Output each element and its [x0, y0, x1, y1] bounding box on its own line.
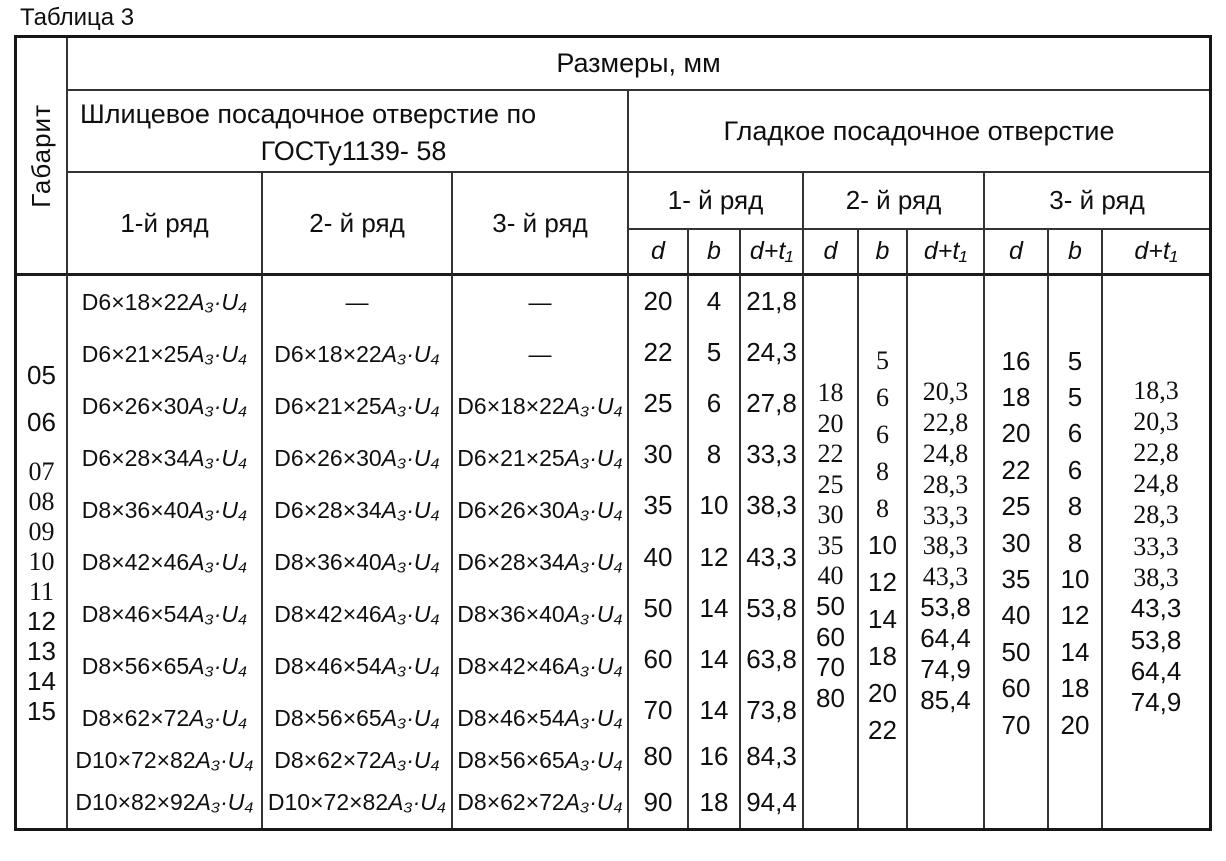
column-smooth2-d-values	[804, 273, 859, 828]
column-smooth1-dt1-values	[741, 273, 804, 828]
subheader-dt1-group3: d+t₁	[1134, 237, 1178, 265]
cell-value: 20	[643, 286, 673, 317]
cell-value: 20	[868, 678, 897, 708]
cell-value: 35	[817, 530, 844, 560]
cell-value: D6×28×34 A₃·U₄	[81, 444, 248, 471]
cell-value: 21,8	[746, 286, 797, 317]
cell-value: 94,4	[746, 786, 797, 817]
header-cell-smooth-group2: 2- й ряд	[804, 173, 985, 230]
cell-value: 18	[1001, 382, 1031, 413]
subheader-d-group1: d	[629, 230, 689, 273]
cell-value: 06	[27, 407, 56, 437]
cell-value: 14	[27, 666, 56, 696]
cell-value: D8×46×54 A₃·U₄	[81, 600, 248, 627]
cell-value: 09	[28, 516, 55, 546]
cell-value: 28,3	[922, 469, 969, 499]
cell-value: D6×18×22 A₃·U₄	[81, 288, 248, 315]
cell-value: 10	[868, 530, 897, 560]
cell-value: D6×28×34 A₃·U₄	[274, 496, 440, 523]
cell-value: 8	[1067, 491, 1083, 522]
cell-value: 12	[868, 567, 897, 597]
cell-value: 14	[699, 592, 729, 623]
cell-value: 15	[27, 696, 56, 726]
cell-value: 60	[1001, 673, 1031, 704]
cell-value: 85,4	[920, 684, 971, 715]
cell-value: 10	[28, 546, 55, 576]
cell-value: D8×36×40 A₃·U₄	[274, 548, 440, 575]
subheader-b-group1: b	[689, 230, 741, 273]
cell-value: 80	[816, 682, 845, 713]
cell-value: D8×62×72 A₃·U₄	[274, 746, 440, 773]
cell-value: 20	[817, 408, 844, 438]
cell-value: 8	[876, 456, 889, 486]
column-spline-row3-values	[453, 273, 629, 828]
cell-value: 14	[699, 643, 729, 674]
cell-value: 38,3	[746, 490, 797, 521]
cell-value: 74,9	[920, 654, 971, 685]
cell-value: 11	[28, 576, 55, 606]
cell-value: 84,3	[746, 740, 797, 771]
column-smooth1-d-values	[629, 273, 689, 828]
cell-value: 28,3	[1133, 500, 1179, 530]
gabarit-label: Габарит	[26, 103, 56, 208]
cell-value: 35	[643, 490, 673, 521]
subheader-d-group2: d	[804, 230, 859, 273]
cell-value: 33,3	[1133, 531, 1179, 561]
cell-value: 43,3	[922, 562, 969, 592]
cell-value: D6×26×30 A₃·U₄	[274, 444, 440, 471]
cell-value: 18	[817, 378, 844, 408]
cell-value: D6×28×34 A₃·U₄	[457, 548, 623, 575]
cell-value: 70	[816, 652, 845, 683]
cell-value: 70	[1001, 709, 1031, 740]
cell-value: 27,8	[746, 388, 797, 419]
cell-value: 8	[1067, 527, 1083, 558]
subheader-dt1-group1: d+t₁	[741, 230, 804, 273]
cell-value: 5	[706, 337, 722, 368]
cell-value: 73,8	[746, 694, 797, 725]
cell-value: 35	[1001, 564, 1031, 595]
cell-value: 50	[643, 592, 673, 623]
cell-value: 18	[699, 786, 729, 817]
cell-value: 22	[817, 439, 844, 469]
cell-value: D8×42×46 A₃·U₄	[81, 548, 248, 575]
column-smooth3-d-values	[985, 273, 1049, 828]
cell-value: 40	[817, 561, 844, 591]
cell-value: D6×18×22 A₃·U₄	[274, 340, 440, 367]
cell-value: 24,8	[922, 438, 969, 468]
cell-value: 18	[1060, 673, 1090, 704]
cell-value: 12	[1060, 600, 1090, 631]
cell-value: 12	[699, 541, 729, 572]
cell-value: D10×72×82 A₃·U₄	[267, 788, 447, 815]
cell-value: D8×36×40 A₃·U₄	[81, 496, 248, 523]
cell-value: 50	[816, 591, 845, 622]
cell-value: 63,8	[746, 643, 797, 674]
column-smooth2-b-values	[859, 273, 908, 828]
cell-value: 60	[643, 643, 673, 674]
column-spline-row1-values	[68, 273, 263, 828]
cell-value: —	[528, 340, 552, 367]
cell-value: 25	[817, 469, 844, 499]
cell-value: 64,4	[1130, 655, 1182, 686]
cell-value: D10×82×92 A₃·U₄	[75, 788, 254, 815]
column-smooth2-dt1-values	[908, 273, 985, 828]
cell-value: 22	[1001, 454, 1031, 485]
cell-value: 80	[643, 740, 673, 771]
cell-value: 22,8	[922, 408, 969, 438]
cell-value: 30	[1001, 527, 1031, 558]
cell-value: D6×21×25 A₃·U₄	[81, 340, 248, 367]
subheader-b-group2: b	[859, 230, 908, 273]
cell-value: 22	[643, 337, 673, 368]
cell-value: D6×21×25 A₃·U₄	[457, 444, 623, 471]
cell-value: 13	[27, 636, 56, 666]
cell-value: D8×46×54 A₃·U₄	[457, 704, 623, 731]
cell-value: 22,8	[1133, 437, 1179, 467]
spline-section-line1: Шлицевое посадочное отверстие по	[80, 99, 537, 129]
column-smooth3-dt1-values	[1103, 273, 1209, 828]
cell-value: 16	[1001, 345, 1031, 376]
column-smooth3-b-values	[1049, 273, 1103, 828]
cell-value: 50	[1001, 636, 1031, 667]
cell-value: 20	[1001, 418, 1031, 449]
cell-value: 4	[706, 286, 722, 317]
cell-value: 6	[876, 382, 889, 412]
cell-value: 43,3	[746, 541, 797, 572]
cell-value: D6×26×30 A₃·U₄	[81, 392, 248, 419]
cell-value: 53,8	[1130, 624, 1182, 655]
cell-value: 70	[643, 694, 673, 725]
cell-value: 90	[643, 786, 673, 817]
cell-value: 24,8	[1133, 469, 1179, 499]
cell-value: 53,8	[920, 592, 971, 623]
cell-value: D8×42×46 A₃·U₄	[274, 600, 440, 627]
cell-value: 12	[27, 606, 56, 636]
cell-value: 6	[1067, 418, 1083, 449]
header-cell-spline-row3: 3- й ряд	[453, 173, 629, 273]
cell-value: —	[345, 288, 369, 315]
cell-value: 20	[1060, 709, 1090, 740]
cell-value: 6	[1067, 454, 1083, 485]
cell-value: —	[528, 288, 552, 315]
cell-value: D6×21×25 A₃·U₄	[274, 392, 440, 419]
cell-value: 40	[1001, 600, 1031, 631]
cell-value: 30	[817, 500, 844, 530]
cell-value: 18	[868, 641, 897, 671]
cell-value: D8×36×40 A₃·U₄	[457, 600, 623, 627]
cell-value: 6	[706, 388, 722, 419]
cell-value: 24,3	[746, 337, 797, 368]
column-gabarit-values	[17, 273, 68, 828]
cell-value: 18,3	[1133, 375, 1179, 405]
cell-value: 5	[876, 345, 889, 375]
cell-value: 20,3	[1133, 406, 1179, 436]
cell-value: D6×26×30 A₃·U₄	[457, 496, 623, 523]
cell-value: 40	[643, 541, 673, 572]
subheader-b-group3: b	[1049, 230, 1103, 273]
cell-value: 10	[1060, 564, 1090, 595]
cell-value: 33,3	[746, 439, 797, 470]
cell-value: 10	[699, 490, 729, 521]
cell-value: 8	[876, 493, 889, 523]
cell-value: D6×18×22 A₃·U₄	[457, 392, 623, 419]
subheader-d-group3: d	[985, 230, 1049, 273]
header-cell-spline-row1: 1-й ряд	[68, 173, 263, 273]
header-cell-smooth-section: Гладкое посадочное отверстие	[629, 91, 1209, 173]
cell-value: 22	[868, 715, 897, 745]
cell-value: 25	[643, 388, 673, 419]
cell-value: 05	[27, 360, 56, 390]
cell-value: 33,3	[922, 500, 969, 530]
cell-value: 53,8	[746, 592, 797, 623]
cell-value: 8	[706, 439, 722, 470]
cell-value: 25	[1001, 491, 1031, 522]
cell-value: 14	[699, 694, 729, 725]
header-cell-spline-section	[68, 91, 629, 173]
cell-value: 38,3	[1133, 562, 1179, 592]
column-spline-row2-values	[263, 273, 453, 828]
cell-value: 08	[28, 486, 55, 516]
cell-value: 5	[1067, 382, 1083, 413]
cell-value: D8×42×46 A₃·U₄	[457, 652, 623, 679]
header-cell-spline-row2: 2- й ряд	[263, 173, 453, 273]
spline-section-line2: ГОСТу1139- 58	[260, 136, 447, 166]
cell-value: 5	[1067, 345, 1083, 376]
cell-value: 30	[643, 439, 673, 470]
cell-value: D8×56×65 A₃·U₄	[81, 652, 248, 679]
cell-value: 20,3	[922, 377, 969, 407]
subheader-dt1-group2: d+t₁	[908, 230, 985, 273]
cell-value: 07	[28, 456, 55, 486]
cell-value: D10×72×82 A₃·U₄	[75, 746, 254, 773]
cell-value: 38,3	[922, 531, 969, 561]
cell-value: D8×46×54 A₃·U₄	[274, 652, 440, 679]
dimensions-table	[14, 35, 1212, 831]
cell-value: 60	[816, 621, 845, 652]
cell-value: 74,9	[1130, 686, 1182, 717]
header-cell-smooth-group3: 3- й ряд	[985, 173, 1209, 230]
table-caption: Таблица 3	[20, 4, 135, 31]
cell-value: 14	[868, 604, 897, 634]
cell-value: D8×56×65 A₃·U₄	[274, 704, 440, 731]
cell-value: 43,3	[1130, 593, 1182, 624]
cell-value: D8×56×65 A₃·U₄	[457, 746, 623, 773]
cell-value: 14	[1060, 636, 1090, 667]
header-cell-gabarit	[17, 38, 68, 273]
cell-value: D8×62×72 A₃·U₄	[457, 788, 623, 815]
header-cell-sizes: Размеры, мм	[68, 38, 1209, 91]
cell-value: 16	[699, 740, 729, 771]
header-cell-smooth-group1: 1- й ряд	[629, 173, 804, 230]
cell-value: 6	[876, 419, 889, 449]
cell-value: D8×62×72 A₃·U₄	[81, 704, 248, 731]
column-smooth1-b-values	[689, 273, 741, 828]
cell-value: 64,4	[920, 623, 971, 654]
